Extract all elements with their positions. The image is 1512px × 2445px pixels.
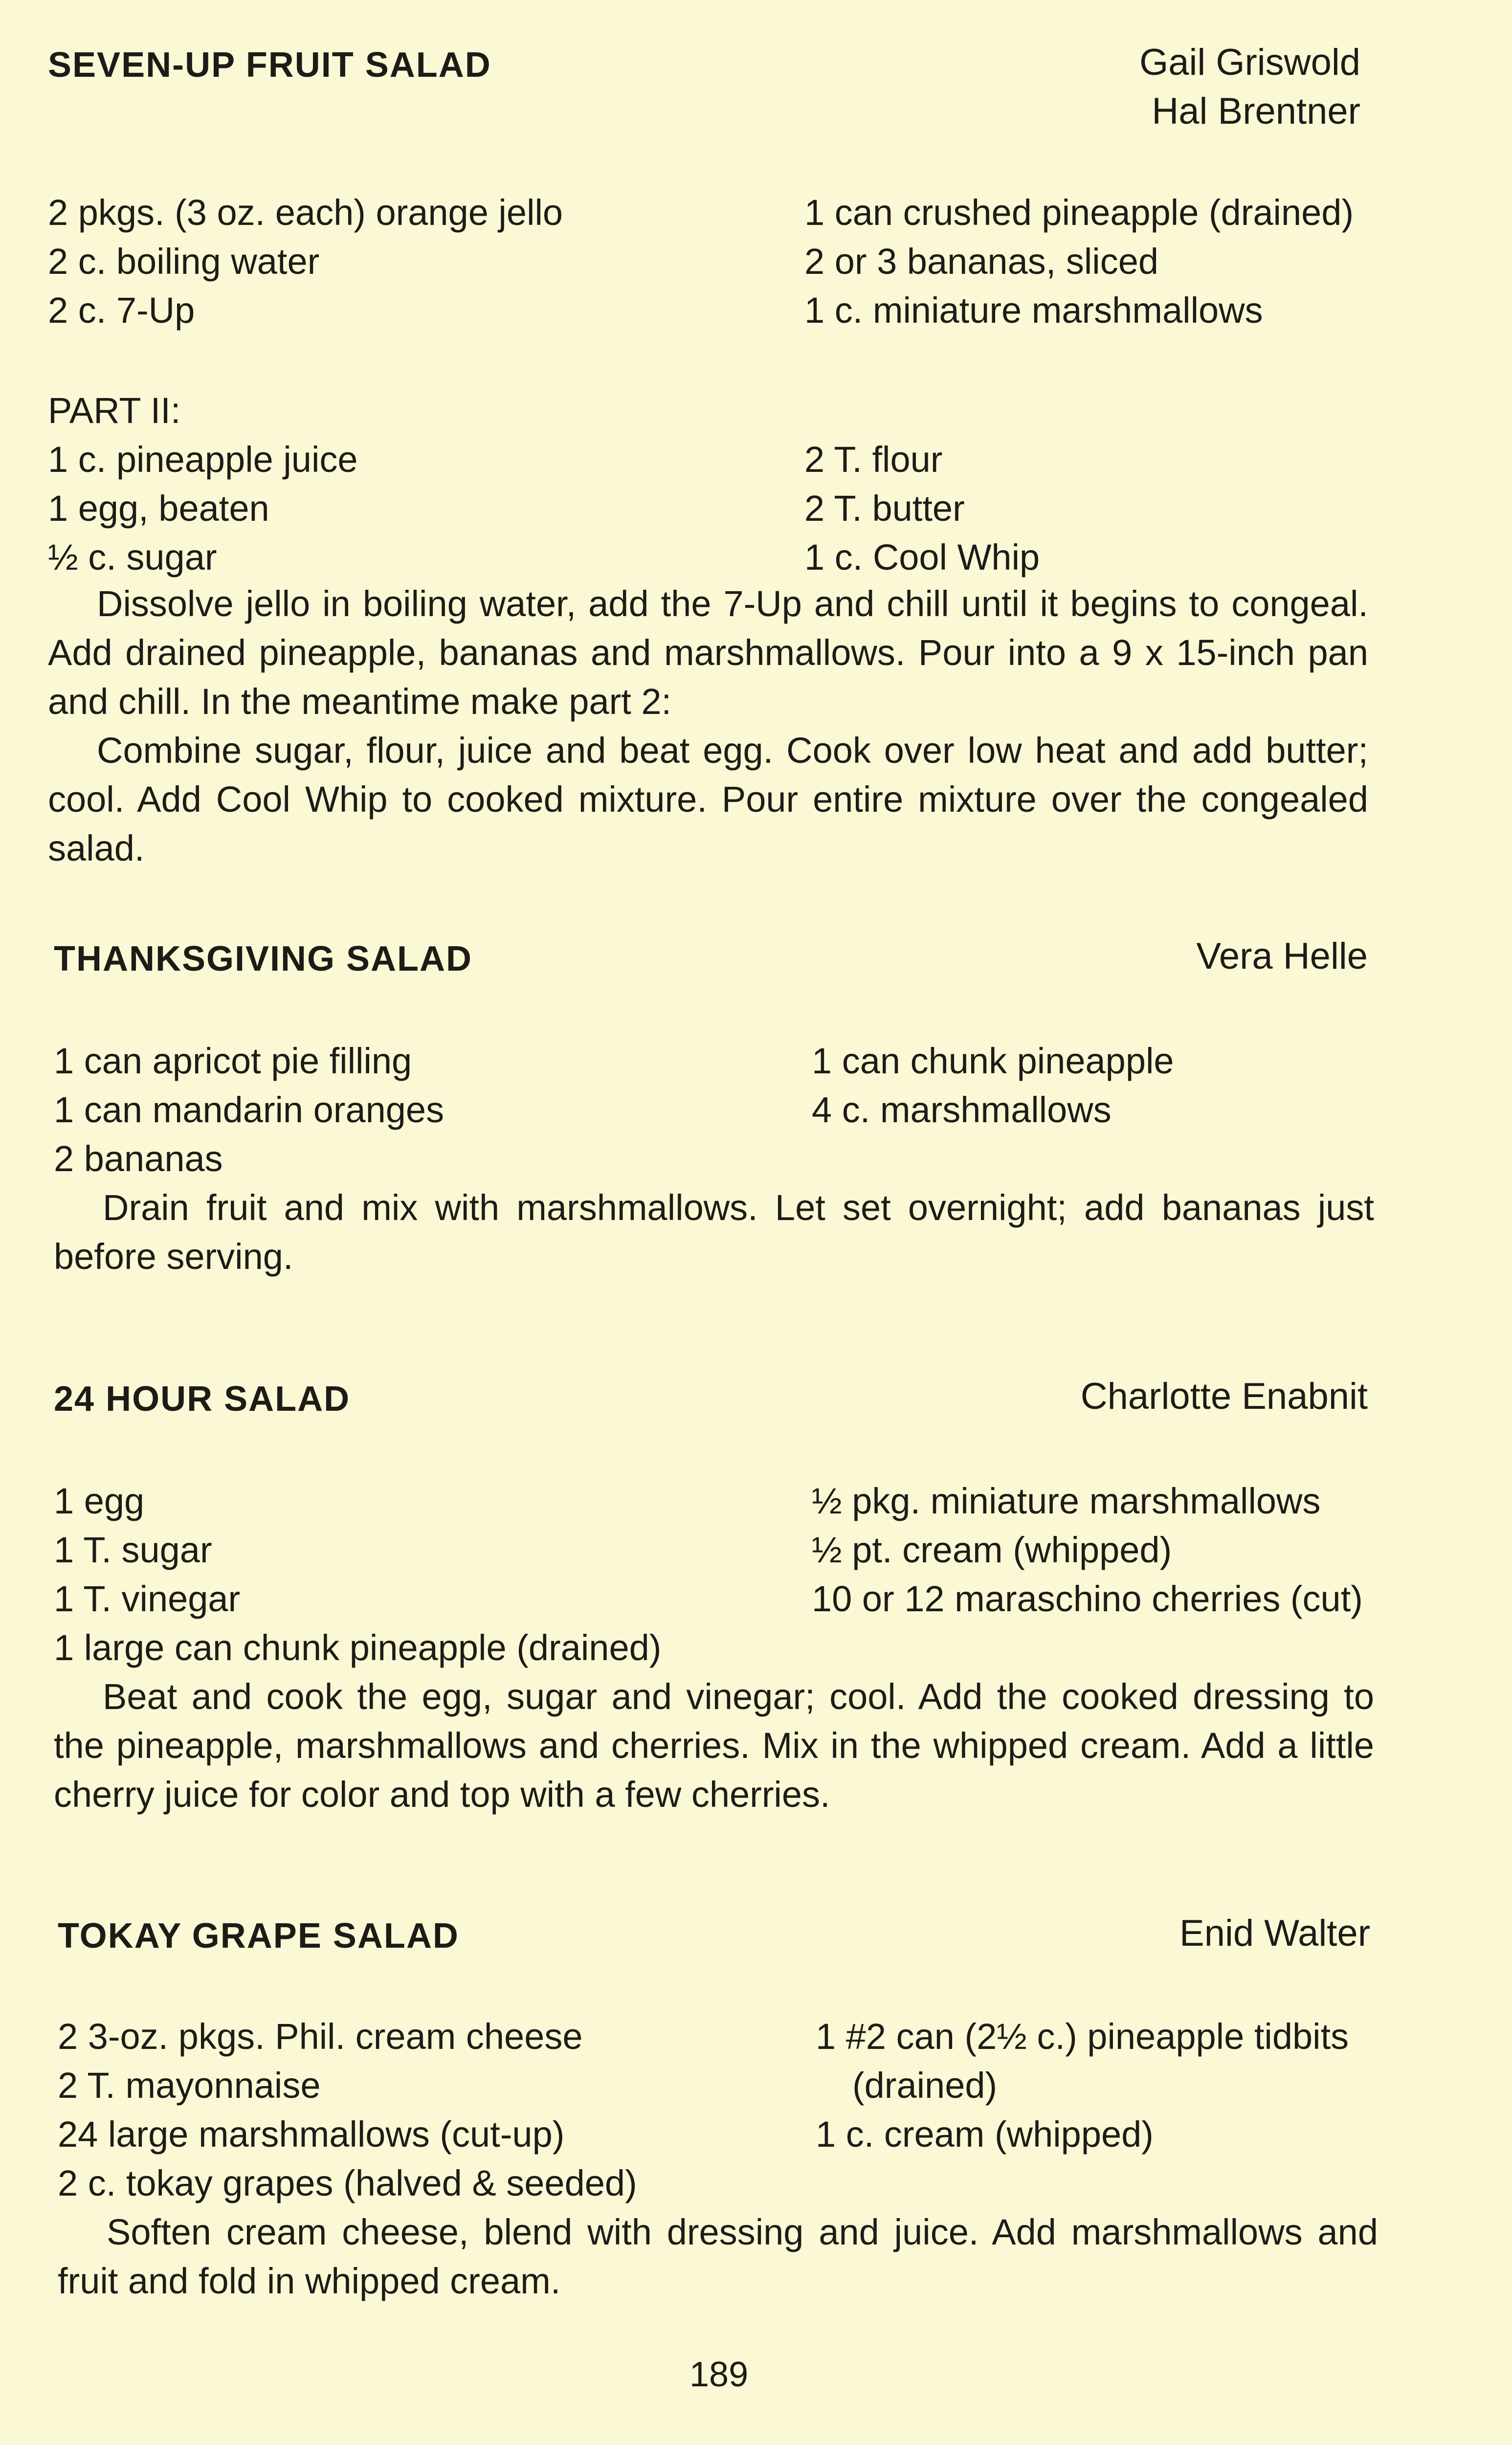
direction-paragraph: Drain fruit and mix with marshmallows. Let set overnight; add bananas just before serving.	[54, 1187, 1374, 1277]
ingredient: 1 can chunk pineapple	[812, 1041, 1174, 1081]
recipe-author: Hal Brentner	[1152, 90, 1360, 132]
ingredient: 2 3-oz. pkgs. Phil. cream cheese	[58, 2016, 583, 2057]
ingredient: 1 T. sugar	[54, 1530, 212, 1570]
ingredient: ½ pkg. miniature marshmallows	[812, 1481, 1321, 1521]
ingredient: 1 egg, beaten	[48, 488, 269, 529]
ingredient: 1 #2 can (2½ c.) pineapple tidbits	[816, 2016, 1349, 2057]
recipe-title: 24 HOUR SALAD	[54, 1379, 351, 1419]
ingredient: 1 can mandarin oranges	[54, 1089, 445, 1130]
direction-paragraph: Beat and cook the egg, sugar and vinegar; cool. Add the cooked dressing to the pineapple, marshmallows and cherries. Mix in the whipped cream. Add a little cherry juice for color and top with a few cherries.	[54, 1676, 1374, 1815]
ingredient: 2 bananas	[54, 1138, 223, 1179]
ingredient: 1 large can chunk pineapple (drained)	[54, 1627, 662, 1668]
ingredient: 10 or 12 maraschino cherries (cut)	[812, 1578, 1363, 1619]
ingredient: 2 T. mayonnaise	[58, 2065, 321, 2106]
ingredient: (drained)	[852, 2065, 998, 2106]
recipe-author: Enid Walter	[1179, 1912, 1370, 1954]
ingredient: 2 c. boiling water	[48, 241, 320, 282]
ingredient: 2 T. butter	[804, 488, 965, 529]
ingredients-left	[54, 1037, 444, 1134]
directions	[54, 1183, 1374, 1281]
ingredient: 1 egg	[54, 1481, 145, 1521]
ingredients-left	[58, 2012, 583, 2159]
ingredient: ½ pt. cream (whipped)	[812, 1530, 1172, 1570]
recipe-title: SEVEN-UP FRUIT SALAD	[48, 45, 491, 85]
ingredients-left	[54, 1477, 240, 1623]
direction-paragraph: Combine sugar, flour, juice and beat egg. Cook over low heat and add butter; cool. Add Cool Whip to cooked mixture. Pour entire mixture over the congealed salad.	[48, 730, 1368, 868]
ingredient: 1 c. Cool Whip	[804, 537, 1040, 578]
directions	[54, 1672, 1374, 1819]
ingredients-right	[804, 435, 1040, 582]
ingredients-right	[812, 1037, 1174, 1134]
ingredients-right	[816, 2012, 1349, 2159]
ingredient: 1 T. vinegar	[54, 1578, 241, 1619]
ingredient: 2 T. flour	[804, 439, 943, 480]
directions	[58, 2208, 1378, 2306]
recipe-author: Charlotte Enabnit	[1080, 1376, 1368, 1417]
ingredient: 1 c. cream (whipped)	[816, 2114, 1154, 2155]
ingredient: 1 can apricot pie filling	[54, 1041, 412, 1081]
direction-paragraph: Soften cream cheese, blend with dressing and juice. Add marshmallows and fruit and fold in whipped cream.	[58, 2212, 1378, 2301]
ingredient: 2 pkgs. (3 oz. each) orange jello	[48, 192, 563, 233]
direction-paragraph: Dissolve jello in boiling water, add the 7-Up and chill until it begins to congeal. Add drained pineapple, bananas and marshmallows. Pour into a 9 x 15-inch pan and chill. In the meantime make part 2:	[48, 583, 1368, 722]
ingredient: 2 c. 7-Up	[48, 290, 195, 331]
ingredient: 4 c. marshmallows	[812, 1089, 1112, 1130]
recipe-title: THANKSGIVING SALAD	[54, 939, 473, 978]
part-label: PART II:	[48, 390, 181, 431]
ingredients-right	[812, 1477, 1363, 1623]
ingredient: 1 can crushed pineapple (drained)	[804, 192, 1354, 233]
recipe-author: Gail Griswold	[1139, 42, 1360, 83]
ingredient: 1 c. miniature marshmallows	[804, 290, 1263, 331]
page-number: 189	[689, 2355, 749, 2394]
ingredients-right	[804, 188, 1354, 335]
ingredient: 2 c. tokay grapes (halved & seeded)	[58, 2163, 637, 2203]
ingredient: 24 large marshmallows (cut-up)	[58, 2114, 565, 2155]
ingredient: ½ c. sugar	[48, 537, 217, 578]
directions	[48, 579, 1368, 873]
recipe-title: TOKAY GRAPE SALAD	[58, 1916, 459, 1956]
ingredient: 1 c. pineapple juice	[48, 439, 358, 480]
recipe-author: Vera Helle	[1196, 935, 1368, 977]
ingredient: 2 or 3 bananas, sliced	[804, 241, 1159, 282]
ingredients-left	[48, 435, 358, 582]
ingredients-left	[48, 188, 563, 335]
